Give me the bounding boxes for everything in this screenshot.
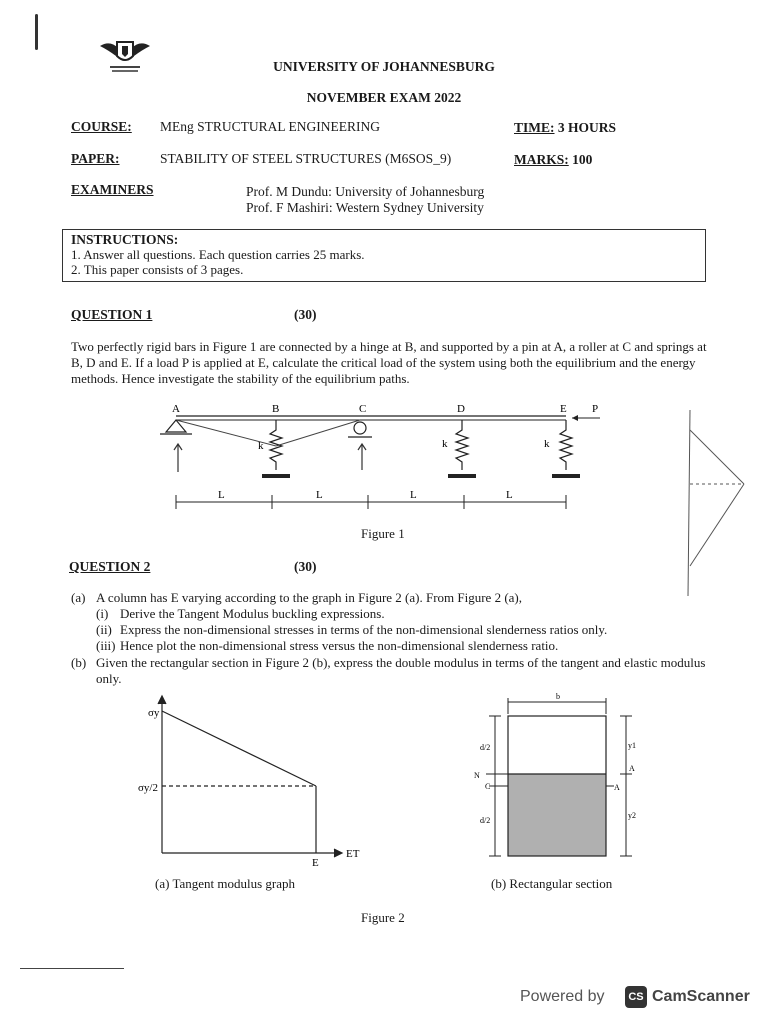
q2-sub-i-text: Derive the Tangent Modulus buckling expressions. bbox=[120, 606, 385, 621]
graph-sigma-y: σy bbox=[148, 707, 160, 719]
handwritten-sketch bbox=[676, 404, 752, 600]
section-d2-top: d/2 bbox=[480, 743, 491, 752]
instruction-1: 1. Answer all questions. Each question carries 25 marks. bbox=[71, 247, 365, 262]
paper-label: PAPER: bbox=[71, 151, 120, 166]
section-a-right: A bbox=[629, 764, 635, 773]
section-y2: y2 bbox=[628, 811, 636, 820]
course-value: MEng STRUCTURAL ENGINEERING bbox=[160, 119, 380, 134]
fig1-spring-k-d: k bbox=[442, 438, 448, 450]
instructions-box bbox=[62, 229, 706, 282]
camscanner-badge: CS bbox=[628, 991, 644, 1003]
tangent-modulus-graph bbox=[130, 690, 370, 870]
marks-value: 100 bbox=[572, 152, 593, 167]
question1-title: QUESTION 1 bbox=[71, 307, 153, 322]
section-caption: (b) Rectangular section bbox=[491, 876, 613, 891]
fig1-label-a: A bbox=[172, 403, 180, 415]
section-n: N bbox=[474, 771, 480, 780]
figure2-caption: Figure 2 bbox=[361, 910, 405, 925]
fig1-span-4: L bbox=[506, 489, 513, 501]
graph-e: E bbox=[312, 857, 319, 869]
section-d2-bottom: d/2 bbox=[480, 816, 491, 825]
fig1-label-p: P bbox=[592, 403, 599, 415]
graph-sigma-y-half: σy/2 bbox=[138, 782, 158, 794]
fig1-label-c: C bbox=[359, 403, 367, 415]
camscanner-brand: CamScanner bbox=[652, 988, 750, 1005]
examiners-list bbox=[246, 184, 484, 216]
q2-sub-iii-text: Hence plot the non-dimensional stress versus the non-dimensional slenderness ratio. bbox=[120, 638, 559, 653]
instruction-2: 2. This paper consists of 3 pages. bbox=[71, 262, 244, 277]
question2-b-text: Given the rectangular section in Figure 2 (b), express the double modulus in terms of the tangent and elastic modulus only. bbox=[96, 655, 706, 686]
examiner-2: Prof. F Mashiri: Western Sydney University bbox=[246, 200, 484, 215]
question2-a-label: (a) bbox=[71, 590, 86, 605]
paper-value: STABILITY OF STEEL STRUCTURES (M6SOS_9) bbox=[160, 151, 452, 166]
fig1-spring-k-b: k bbox=[258, 440, 264, 452]
rectangular-section bbox=[470, 690, 650, 870]
figure1-caption: Figure 1 bbox=[361, 526, 405, 541]
instructions-title: INSTRUCTIONS: bbox=[71, 232, 179, 247]
university-title: UNIVERSITY OF JOHANNESBURG bbox=[273, 59, 495, 74]
q2-sub-iii-num: (iii) bbox=[96, 638, 116, 653]
fig1-spring-k-e: k bbox=[544, 438, 550, 450]
section-b: b bbox=[556, 692, 560, 701]
fig1-label-b: B bbox=[272, 403, 280, 415]
question2-title: QUESTION 2 bbox=[69, 559, 151, 574]
q2-sub-ii-text: Express the non-dimensional stresses in terms of the non-dimensional slenderness ratios only. bbox=[120, 622, 608, 637]
examiner-1: Prof. M Dundu: University of Johannesburg bbox=[246, 184, 485, 199]
scan-edge-mark bbox=[35, 14, 38, 50]
section-a-mid: A bbox=[614, 783, 620, 792]
question2-a-text: A column has E varying according to the graph in Figure 2 (a). From Figure 2 (a), bbox=[96, 590, 523, 605]
graph-et: ET bbox=[346, 848, 360, 860]
figure1-diagram bbox=[150, 398, 599, 518]
camscanner-icon bbox=[625, 986, 647, 1008]
question1-text: Two perfectly rigid bars in Figure 1 are connected by a hinge at B, and supported by a pin at A, a roller at C and springs at B, D and E. If a load P is applied at E, calculate the critical load of the system using both the equilibrium and the energy methods. Hence investigate the stability of the equilibrium paths. bbox=[71, 339, 707, 386]
marks-label: MARKS: bbox=[514, 152, 569, 167]
time-value: 3 HOURS bbox=[557, 120, 617, 135]
question2-b-label: (b) bbox=[71, 655, 87, 670]
marks-line bbox=[514, 152, 592, 168]
fig1-span-2: L bbox=[316, 489, 323, 501]
scan-bottom-line bbox=[20, 968, 124, 969]
fig1-label-d: D bbox=[457, 403, 465, 415]
examiners-label: EXAMINERS bbox=[71, 182, 154, 197]
graph-caption: (a) Tangent modulus graph bbox=[155, 876, 296, 891]
exam-title: NOVEMBER EXAM 2022 bbox=[306, 90, 462, 105]
section-c: C bbox=[485, 782, 491, 791]
time-label: TIME: bbox=[514, 120, 555, 135]
powered-by-text: Powered by bbox=[520, 988, 605, 1005]
fig1-span-3: L bbox=[410, 489, 417, 501]
question2-marks: (30) bbox=[294, 559, 317, 574]
question1-marks: (30) bbox=[294, 307, 317, 322]
fig1-label-e: E bbox=[560, 403, 567, 415]
section-y1: y1 bbox=[628, 741, 636, 750]
course-label: COURSE: bbox=[71, 119, 132, 134]
fig1-span-1: L bbox=[218, 489, 225, 501]
q2-sub-ii-num: (ii) bbox=[96, 622, 112, 637]
time-line bbox=[514, 120, 616, 136]
q2-sub-i-num: (i) bbox=[96, 606, 109, 621]
